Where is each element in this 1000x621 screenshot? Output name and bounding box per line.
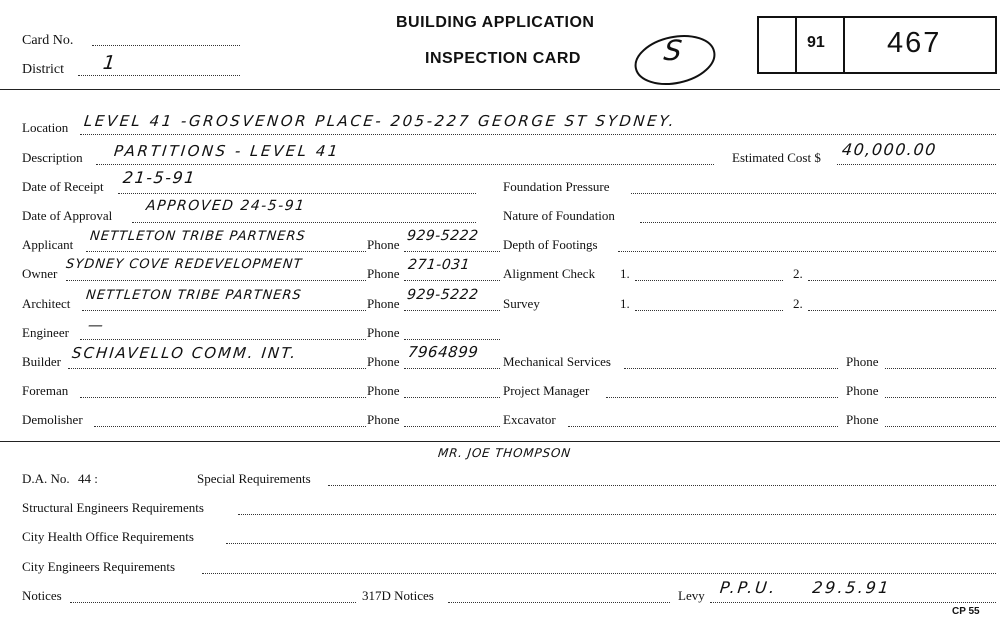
foundation-pressure-label: Foundation Pressure (503, 179, 610, 194)
alignment-check-label: Alignment Check (503, 266, 596, 281)
estimated-cost-label: Estimated Cost $ (732, 150, 821, 165)
title-line-1: BUILDING APPLICATION (396, 14, 595, 31)
description-value: PARTITIONS - LEVEL 41 (113, 142, 341, 160)
special-requirements-label: Special Requirements (197, 471, 311, 486)
date-receipt-line[interactable] (118, 193, 476, 194)
survey-label: Survey (503, 296, 540, 311)
levy-value: P.P.U. 29.5.91 (719, 578, 893, 597)
health-requirements-line[interactable] (226, 543, 996, 544)
description-label: Description (22, 150, 83, 165)
owner-phone-value: 271-031 (407, 257, 471, 273)
architect-phone-label: Phone (367, 296, 400, 311)
owner-phone-label: Phone (367, 266, 400, 281)
architect-value: NETTLETON TRIBE PARTNERS (85, 288, 303, 303)
project-manager-label: Project Manager (503, 383, 590, 398)
levy-label: Levy (678, 588, 705, 603)
notices-label: Notices (22, 588, 62, 603)
circled-mark-letter: S (662, 34, 686, 67)
da-no-label: D.A. No. (22, 471, 70, 486)
builder-phone-label: Phone (367, 354, 400, 369)
structural-requirements-label: Structural Engineers Requirements (22, 500, 204, 515)
structural-requirements-line[interactable] (238, 514, 996, 515)
foreman-label: Foreman (22, 383, 69, 398)
card-no-line[interactable] (92, 45, 240, 46)
city-engineers-requirements-label: City Engineers Requirements (22, 559, 176, 574)
location-line[interactable] (80, 134, 996, 135)
architect-phone-value: 929-5222 (406, 287, 480, 303)
applicant-line[interactable] (86, 251, 366, 252)
builder-value: SCHIAVELLO COMM. INT. (71, 344, 299, 362)
demolisher-phone-line[interactable] (404, 426, 500, 427)
excavator-label: Excavator (503, 412, 556, 427)
health-requirements-label: City Health Office Requirements (22, 529, 194, 544)
builder-phone-line[interactable] (404, 368, 500, 369)
demolisher-phone-label: Phone (367, 412, 400, 427)
builder-label: Builder (22, 354, 61, 369)
title-line-2: INSPECTION CARD (425, 50, 581, 67)
demolisher-line[interactable] (94, 426, 366, 427)
card-no-label: Card No. (22, 33, 74, 48)
header-divider (0, 89, 1000, 90)
mechanical-phone-line[interactable] (885, 368, 996, 369)
survey-line-2[interactable] (808, 310, 996, 311)
mechanical-services-label: Mechanical Services (503, 354, 611, 369)
nature-foundation-line[interactable] (640, 222, 996, 223)
estimated-cost-value: 40,000.00 (841, 140, 938, 159)
date-receipt-label: Date of Receipt (22, 179, 104, 194)
foreman-phone-line[interactable] (404, 397, 500, 398)
depth-footings-line[interactable] (618, 251, 996, 252)
builder-phone-value: 7964899 (407, 343, 480, 361)
box-code: 91 (807, 34, 825, 51)
levy-line[interactable] (710, 602, 996, 603)
district-line[interactable] (78, 75, 240, 76)
notices-line[interactable] (70, 602, 356, 603)
district-label: District (22, 62, 64, 77)
owner-line[interactable] (66, 280, 366, 281)
applicant-phone-label: Phone (367, 237, 400, 252)
card-number-box (757, 16, 997, 74)
foreman-phone-label: Phone (367, 383, 400, 398)
alignment-check-item-2: 2. (793, 266, 803, 281)
district-value: 1 (101, 52, 118, 74)
engineer-line[interactable] (80, 339, 366, 340)
engineer-phone-label: Phone (367, 325, 400, 340)
engineer-label: Engineer (22, 325, 69, 340)
mechanical-services-line[interactable] (624, 368, 838, 369)
survey-line-1[interactable] (635, 310, 783, 311)
engineer-value: — (87, 316, 106, 334)
notices-317d-label: 317D Notices (362, 588, 434, 603)
box-number: 467 (887, 27, 942, 59)
date-approval-line[interactable] (132, 222, 476, 223)
survey-item-2: 2. (793, 296, 803, 311)
special-requirements-value: MR. JOE THOMPSON (437, 446, 572, 460)
architect-line[interactable] (82, 310, 366, 311)
da-no-value: 44 : (78, 471, 98, 486)
engineer-phone-line[interactable] (404, 339, 500, 340)
project-manager-phone-line[interactable] (885, 397, 996, 398)
foreman-line[interactable] (80, 397, 366, 398)
owner-value: SYDNEY COVE REDEVELOPMENT (65, 257, 304, 272)
estimated-cost-line[interactable] (837, 164, 996, 165)
applicant-phone-value: 929-5222 (406, 228, 480, 244)
depth-footings-label: Depth of Footings (503, 237, 598, 252)
location-value: LEVEL 41 -GROSVENOR PLACE- 205-227 GEORGE ST SYDNEY. (83, 112, 678, 130)
location-label: Location (22, 120, 69, 135)
applicant-value: NETTLETON TRIBE PARTNERS (89, 229, 307, 244)
foundation-pressure-line[interactable] (631, 193, 996, 194)
project-manager-line[interactable] (606, 397, 838, 398)
footer-code: CP 55 (952, 606, 980, 617)
alignment-check-item-1: 1. (620, 266, 630, 281)
middle-divider (0, 441, 1000, 442)
owner-phone-line[interactable] (404, 280, 500, 281)
architect-phone-line[interactable] (404, 310, 500, 311)
excavator-line[interactable] (568, 426, 838, 427)
alignment-check-line-1[interactable] (635, 280, 783, 281)
alignment-check-line-2[interactable] (808, 280, 996, 281)
builder-line[interactable] (68, 368, 366, 369)
applicant-label: Applicant (22, 237, 74, 252)
city-engineers-requirements-line[interactable] (202, 573, 996, 574)
mechanical-phone-label: Phone (846, 354, 879, 369)
project-manager-phone-label: Phone (846, 383, 879, 398)
date-approval-value: APPROVED 24-5-91 (145, 198, 307, 214)
notices-317d-line[interactable] (448, 602, 670, 603)
nature-foundation-label: Nature of Foundation (503, 208, 615, 223)
date-approval-label: Date of Approval (22, 208, 113, 223)
excavator-phone-line[interactable] (885, 426, 996, 427)
date-receipt-value: 21-5-91 (122, 168, 197, 187)
survey-item-1: 1. (620, 296, 630, 311)
owner-label: Owner (22, 266, 58, 281)
special-requirements-line[interactable] (328, 485, 996, 486)
demolisher-label: Demolisher (22, 412, 83, 427)
architect-label: Architect (22, 296, 71, 311)
description-line[interactable] (96, 164, 714, 165)
applicant-phone-line[interactable] (404, 251, 500, 252)
excavator-phone-label: Phone (846, 412, 879, 427)
